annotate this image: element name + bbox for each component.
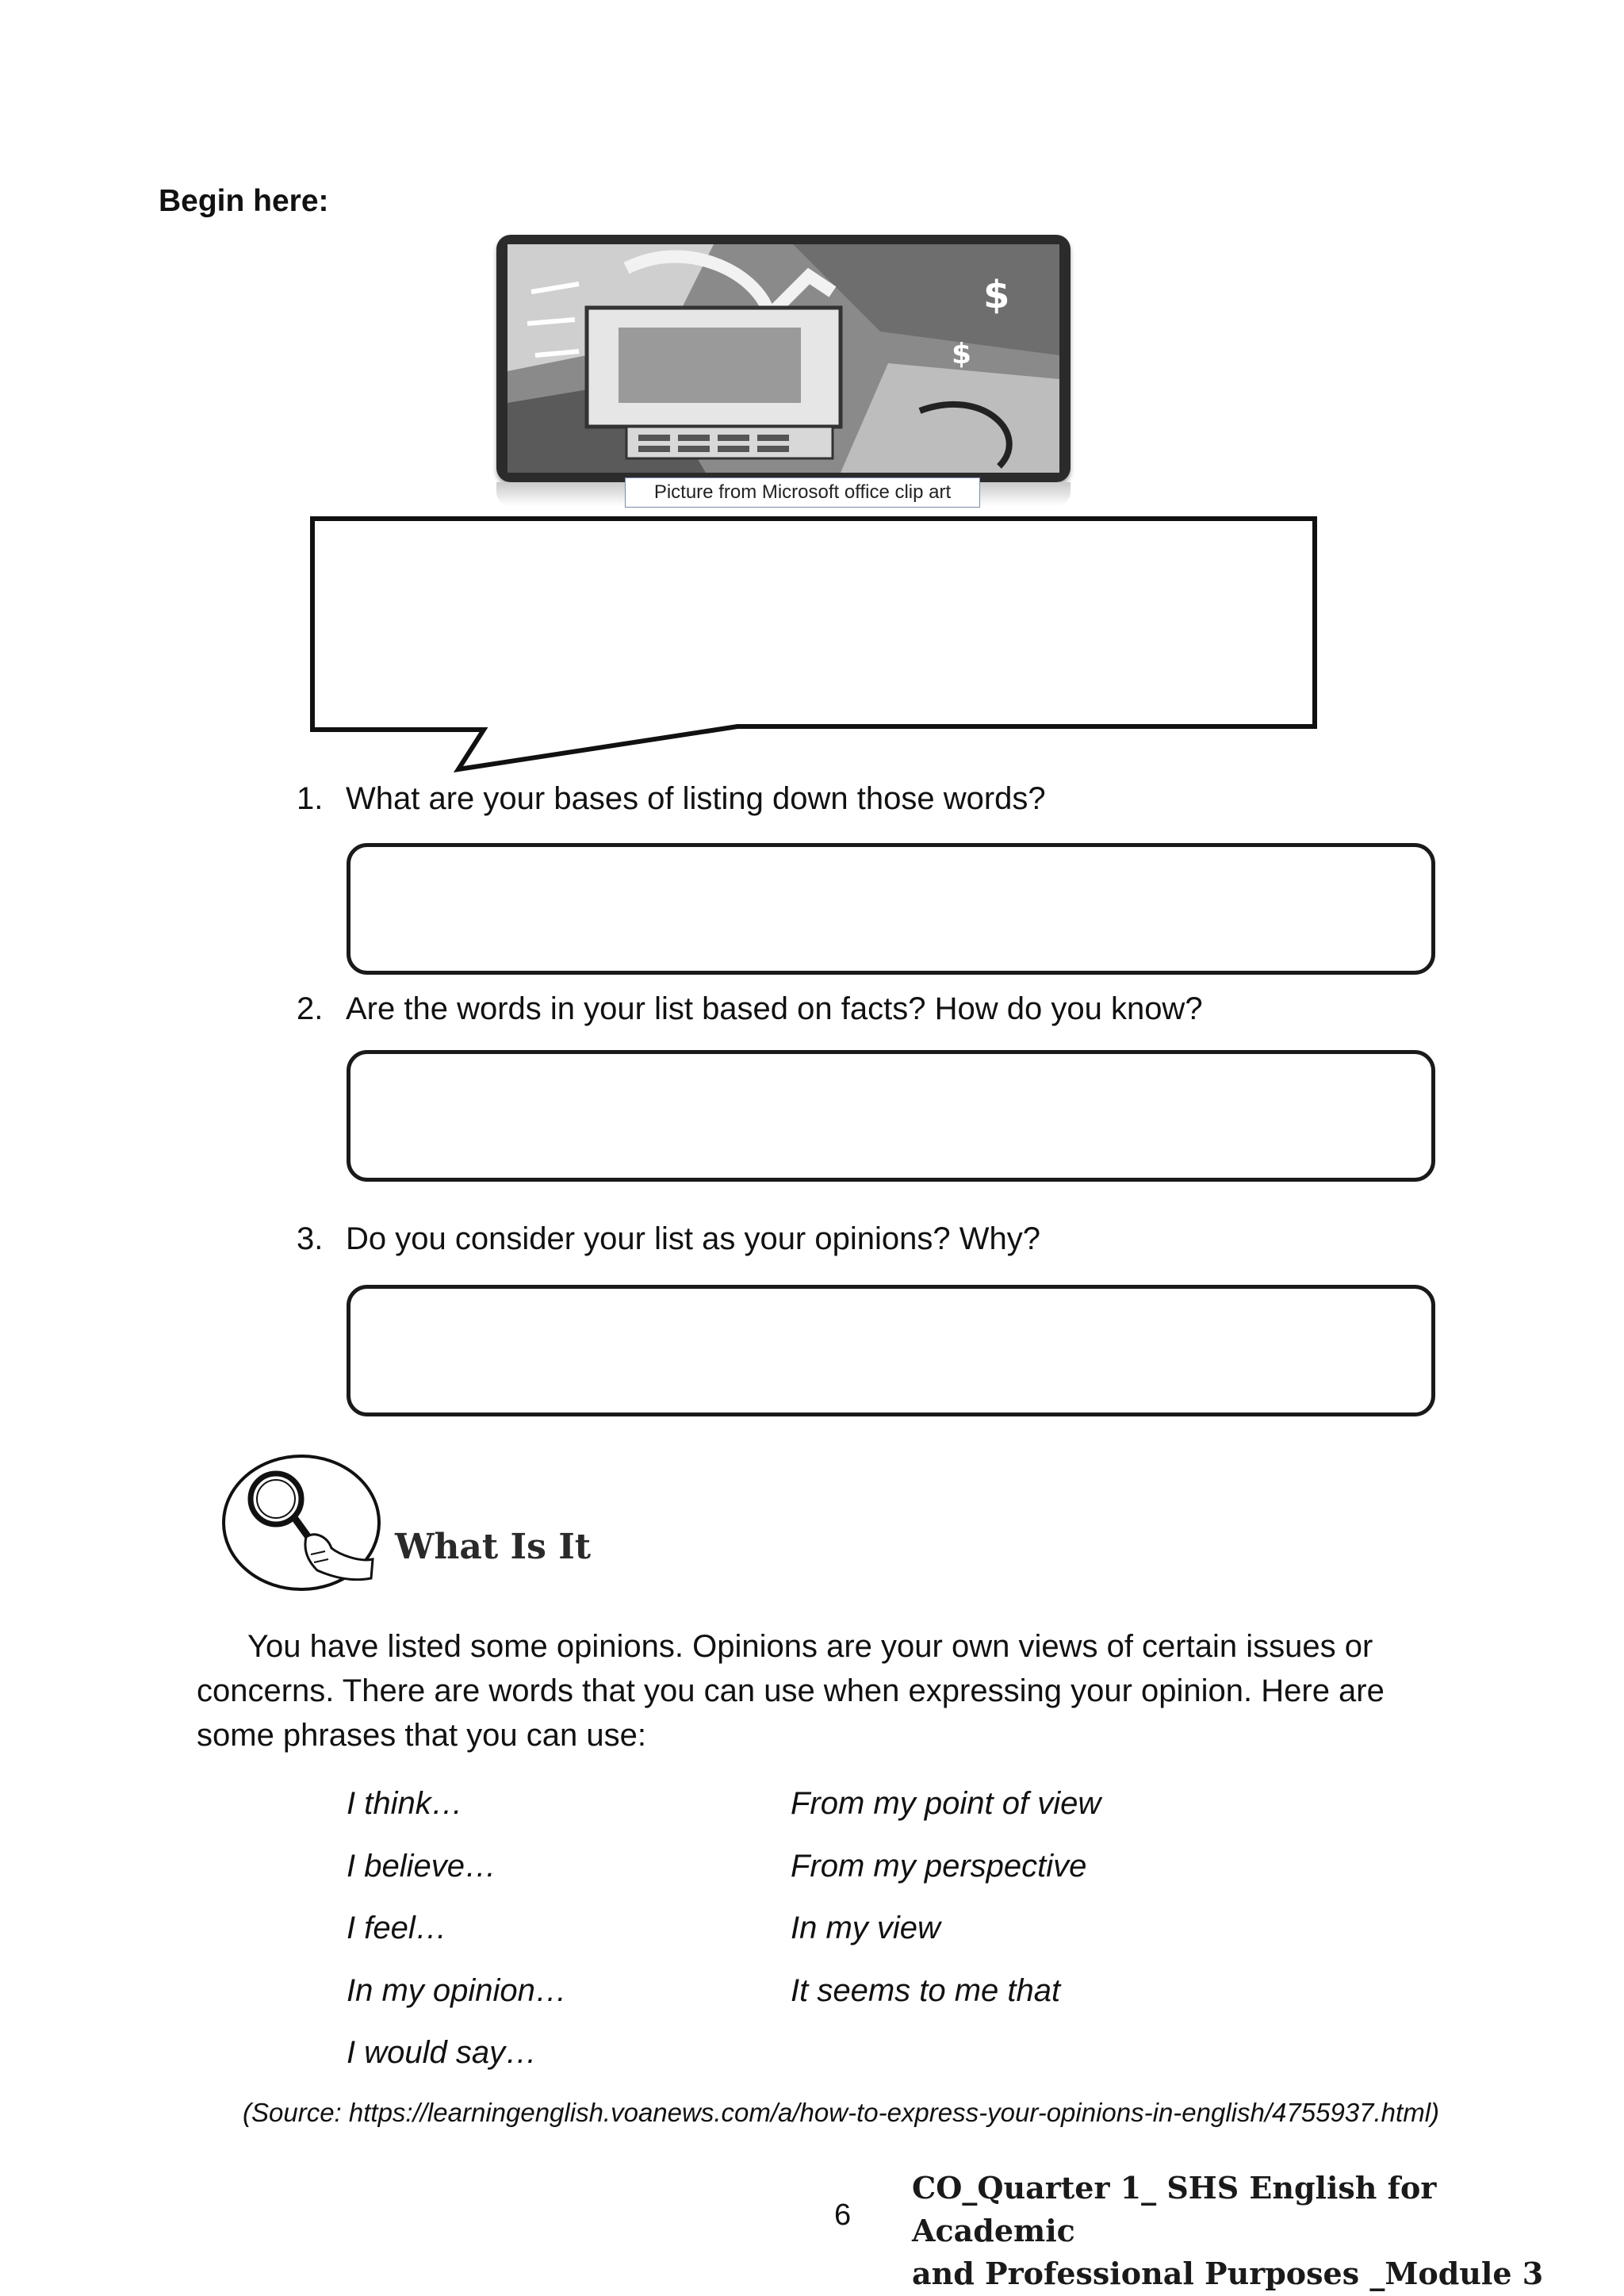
answer-box-3[interactable] [347, 1285, 1435, 1416]
intro-paragraph: You have listed some opinions. Opinions are your own views of certain issues or concerns. There are words that you can use when expressing your opinion. Here are some phrases that you can use: [197, 1629, 1385, 1753]
question-1: 1. What are your bases of listing down those words? [297, 781, 1046, 816]
clipart-caption: Picture from Microsoft office clip art [625, 477, 980, 508]
phrase-item: I believe… [347, 1849, 496, 1884]
phrase-item: I would say… [347, 2035, 538, 2070]
phrase-item: In my opinion… [347, 1973, 567, 2008]
footer-line-2: and Professional Purposes _Module 3 [912, 2256, 1544, 2291]
phrase-item: I think… [347, 1786, 463, 1821]
svg-text:$: $ [983, 273, 1010, 317]
answer-box-1[interactable] [347, 843, 1435, 975]
footer-line-1: CO_Quarter 1_ SHS English for Academic [912, 2170, 1437, 2248]
phrase-item: From my point of view [791, 1786, 1101, 1821]
answer-box-2[interactable] [347, 1050, 1435, 1182]
question-2: 2. Are the words in your list based on facts? How do you know? [297, 991, 1203, 1026]
phrase-item: From my perspective [791, 1849, 1087, 1884]
phrase-item: It seems to me that [791, 1973, 1061, 2008]
source-citation: (Source: https://learningenglish.voanews.com/a/how-to-express-your-opinions-in-english/4755937.html) [243, 2098, 1440, 2127]
begin-here-heading: Begin here: [159, 184, 329, 218]
module-footer [912, 2167, 1594, 2295]
computer-clipart-image [496, 235, 1071, 482]
svg-text:$: $ [952, 338, 972, 370]
magnifying-glass-hand-icon [220, 1451, 387, 1594]
page-number: 6 [834, 2198, 852, 2232]
phrase-item: I feel… [347, 1911, 447, 1945]
speech-bubble[interactable] [309, 516, 1324, 777]
section-title: What Is It [395, 1527, 592, 1567]
question-3: 3. Do you consider your list as your opinions? Why? [297, 1221, 1040, 1256]
phrase-item: In my view [791, 1911, 940, 1945]
